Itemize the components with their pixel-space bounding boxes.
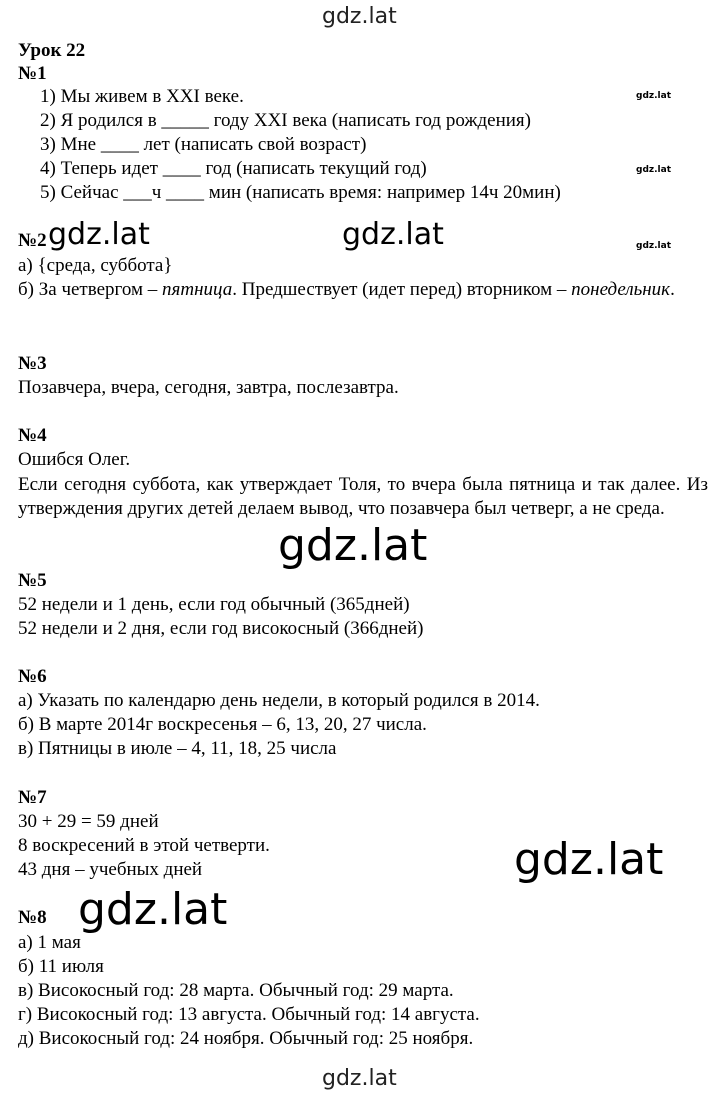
task-2-b-monday: понедельник <box>571 279 671 300</box>
task-2-a: а) {среда, суббота} <box>18 255 173 276</box>
task-1-item-2: 2) Я родился в _____ году XXI века (написать год рождения) <box>40 110 531 131</box>
task-3-text: Позавчера, вчера, сегодня, завтра, послезавтра. <box>18 377 399 398</box>
task-1-title: №1 <box>18 63 47 84</box>
task-2-b-end: . <box>670 279 675 300</box>
task-7-line-2: 8 воскресений в этой четверти. <box>18 835 270 856</box>
task-8-title: №8 <box>18 907 47 928</box>
task-3-title: №3 <box>18 353 47 374</box>
task-6-title: №6 <box>18 666 47 687</box>
task-4-title: №4 <box>18 425 47 446</box>
task-2-b-mid: . Предшествует (идет перед) вторником – <box>232 279 572 300</box>
watermark-small-1: gdz.lat <box>636 91 672 101</box>
task-8-e: д) Високосный год: 24 ноября. Обычный год: 25 ноября. <box>18 1028 474 1049</box>
task-2-title: №2 <box>18 230 47 251</box>
task-2-b <box>18 278 708 302</box>
watermark-large-2: gdz.lat <box>514 834 664 885</box>
task-5-line-1: 52 недели и 1 день, если год обычный (365дней) <box>18 594 410 615</box>
watermark-medium-2: gdz.lat <box>342 217 444 252</box>
task-1-item-1: 1) Мы живем в XXI веке. <box>40 86 244 107</box>
task-1-item-5: 5) Сейчас ___ч ____ мин (написать время: например 14ч 20мин) <box>40 182 561 203</box>
task-4-line-1: Ошибся Олег. <box>18 449 131 470</box>
task-2-b-prefix: б) За четвергом – <box>18 279 163 300</box>
task-7-line-1: 30 + 29 = 59 дней <box>18 811 159 832</box>
task-7-title: №7 <box>18 787 47 808</box>
task-6-a: а) Указать по календарю день недели, в который родился в 2014. <box>18 690 540 711</box>
watermark-large-3: gdz.lat <box>78 884 228 935</box>
watermark-small-3: gdz.lat <box>636 241 672 251</box>
task-6-c: в) Пятницы в июле – 4, 11, 18, 25 числа <box>18 738 337 759</box>
watermark-medium-1: gdz.lat <box>48 217 150 252</box>
watermark-top: gdz.lat <box>322 4 397 29</box>
task-5-line-2: 52 недели и 2 дня, если год високосный (366дней) <box>18 618 424 639</box>
watermark-large-1: gdz.lat <box>278 520 428 571</box>
task-7-line-3: 43 дня – учебных дней <box>18 859 203 880</box>
task-8-a: а) 1 мая <box>18 932 81 953</box>
task-8-b: б) 11 июля <box>18 956 104 977</box>
task-4-paragraph: Если сегодня суббота, как утверждает Толя, то вчера была пятница и так далее. Из утверждения других детей делаем вывод, что позавчера был четверг, а не среда. <box>18 474 708 519</box>
task-2-b-friday: пятница <box>162 279 233 300</box>
task-6-b: б) В марте 2014г воскресенья – 6, 13, 20, 27 числа. <box>18 714 427 735</box>
task-8-d: г) Високосный год: 13 августа. Обычный год: 14 августа. <box>18 1004 480 1025</box>
task-5-title: №5 <box>18 570 47 591</box>
watermark-bottom: gdz.lat <box>322 1066 397 1091</box>
lesson-title: Урок 22 <box>18 40 86 61</box>
task-1-item-3: 3) Мне ____ лет (написать свой возраст) <box>40 134 367 155</box>
task-8-c: в) Високосный год: 28 марта. Обычный год: 29 марта. <box>18 980 454 1001</box>
watermark-small-2: gdz.lat <box>636 165 672 175</box>
task-1-item-4: 4) Теперь идет ____ год (написать текущий год) <box>40 158 427 179</box>
